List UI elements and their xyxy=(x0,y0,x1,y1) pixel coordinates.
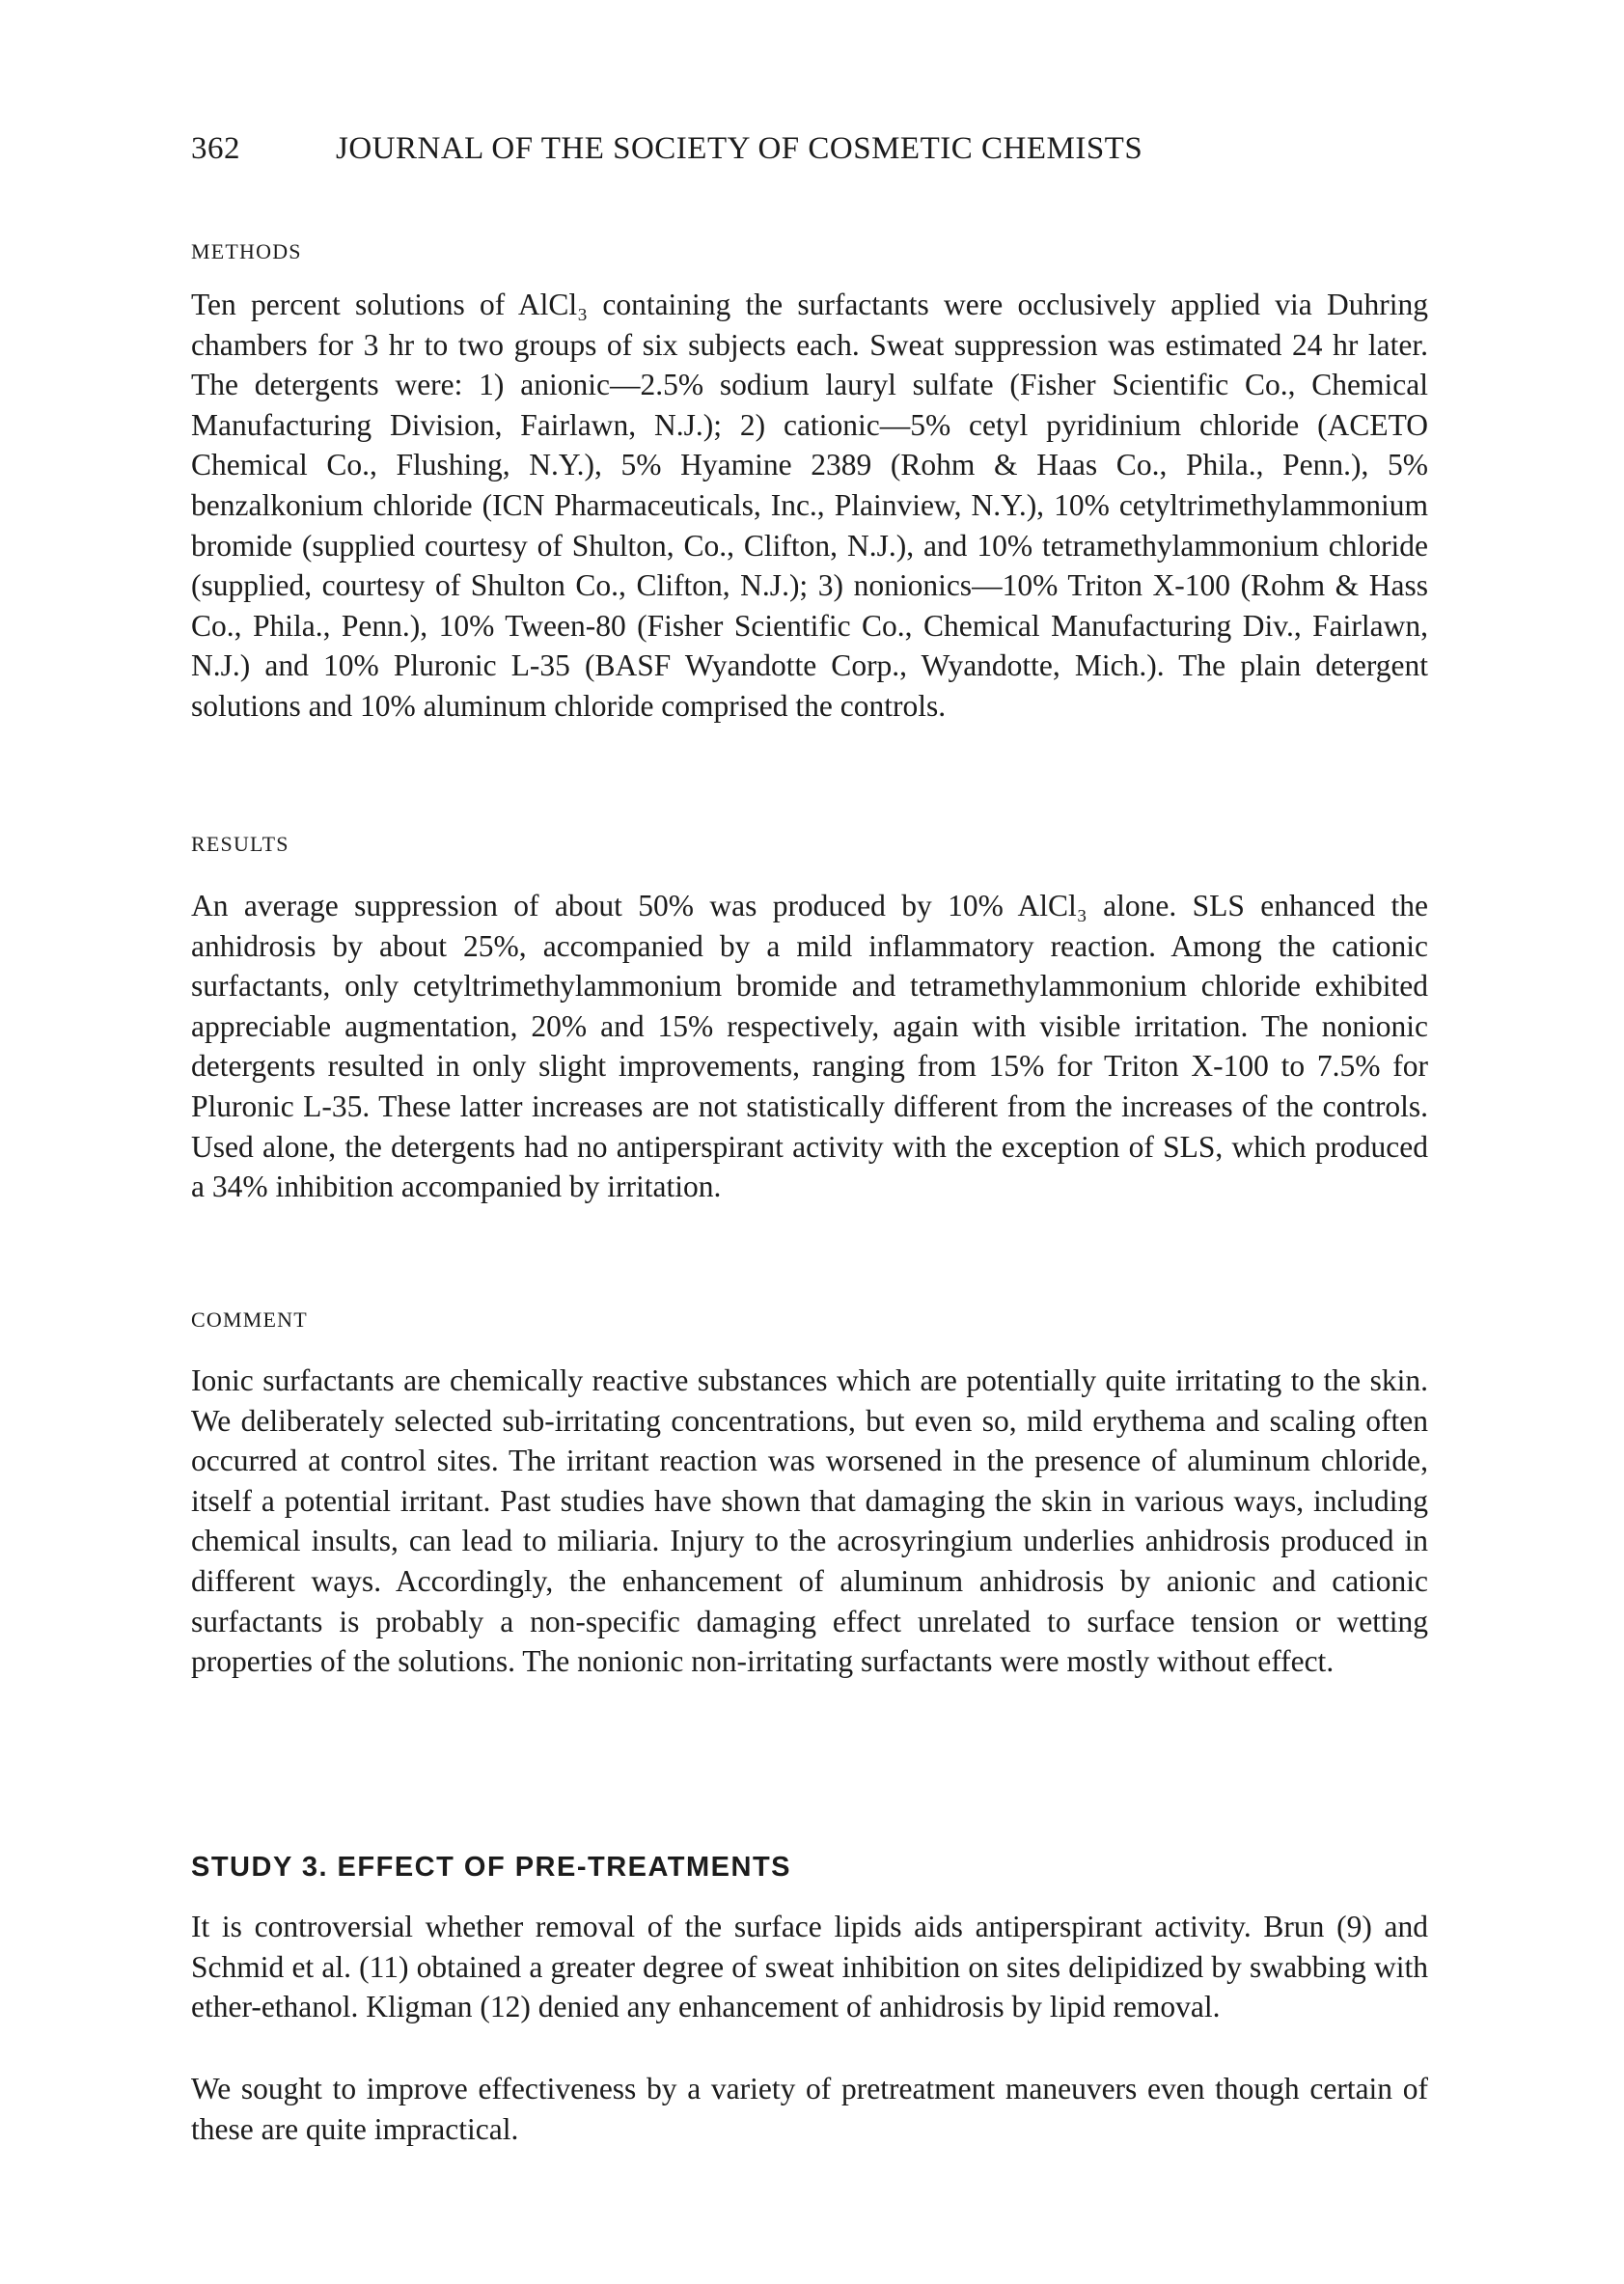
study3-paragraph-1: It is controversial whether removal of the surface lipids aids antiperspirant activity. Brun (9) and Schmid et al. (11) obtained a greater degree of sweat inhibition on sites delipidized by swabbing with ether-ethanol. Kligman (12) denied any enhancement of anhidrosis by lipid removal. xyxy=(191,1910,1428,2024)
running-header xyxy=(191,131,1428,167)
journal-title: JOURNAL OF THE SOCIETY OF COSMETIC CHEMISTS xyxy=(336,131,1143,166)
comment-paragraph: Ionic surfactants are chemically reactive substances which are potentially quite irritating to the skin. We deliberately selected sub-irritating concentrations, but even so, mild erythema and scaling often occurred at control sites. The irritant reaction was worsened in the presence of aluminum chloride, itself a potential irritant. Past studies have shown that damaging the skin in various ways, including chemical insults, can lead to miliaria. Injury to the acrosyringium underlies anhidrosis produced in different ways. Accordingly, the enhancement of aluminum anhidrosis by anionic and cationic surfactants is probably a non-specific damaging effect unrelated to surface tension or wetting properties of the solutions. The nonionic non-irritating surfactants were mostly without effect. xyxy=(191,1363,1428,1679)
results-paragraph: An average suppression of about 50% was produced by 10% AlCl₃ alone. SLS enhanced the anhidrosis by about 25%, accompanied by a mild inflammatory reaction. Among the cationic surfactants, only cetyltrimethylammonium bromide and tetramethylammonium chloride exhibited appreciable augmentation, 20% and 15% respectively, again with visible irritation. The nonionic detergents resulted in only slight improvements, ranging from 15% for Triton X-100 to 7.5% for Pluronic L-35. These latter increases are not statistically different from the increases of the controls. Used alone, the detergents had no antiperspirant activity with the exception of SLS, which produced a 34% inhibition accompanied by irritation. xyxy=(191,889,1428,1204)
results-heading: RESULTS xyxy=(191,832,289,856)
comment-heading: COMMENT xyxy=(191,1307,308,1332)
page-number: 362 xyxy=(191,131,240,166)
study3-paragraph-2: We sought to improve effectiveness by a variety of pretreatment maneuvers even though certain of these are quite impractical. xyxy=(191,2072,1428,2146)
methods-heading: METHODS xyxy=(191,239,302,263)
study3-heading: STUDY 3. EFFECT OF PRE-TREATMENTS xyxy=(191,1852,792,1883)
methods-paragraph: Ten percent solutions of AlCl₃ containing the surfactants were occlusively applied via Duhring chambers for 3 hr to two groups of six subjects each. Sweat suppression was estimated 24 hr later. The detergents were: 1) anionic—2.5% sodium lauryl sulfate (Fisher Scientific Co., Chemical Manufacturing Division, Fairlawn, N.J.); 2) cationic—5% cetyl pyridinium chloride (ACETO Chemical Co., Flushing, N.Y.), 5% Hyamine 2389 (Rohm & Haas Co., Phila., Penn.), 5% benzalkonium chloride (ICN Pharmaceuticals, Inc., Plainview, N.Y.), 10% cetyltrimethylammonium bromide (supplied courtesy of Shulton, Co., Clifton, N.J.), and 10% tetramethylammonium chloride (supplied, courtesy of Shulton Co., Clifton, N.J.); 3) nonionics—10% Triton X-100 (Rohm & Hass Co., Phila., Penn.), 10% Tween-80 (Fisher Scientific Co., Chemical Manufacturing Div., Fairlawn, N.J.) and 10% Pluronic L-35 (BASF Wyandotte Corp., Wyandotte, Mich.). The plain detergent solutions and 10% aluminum chloride comprised the controls. xyxy=(191,288,1428,723)
